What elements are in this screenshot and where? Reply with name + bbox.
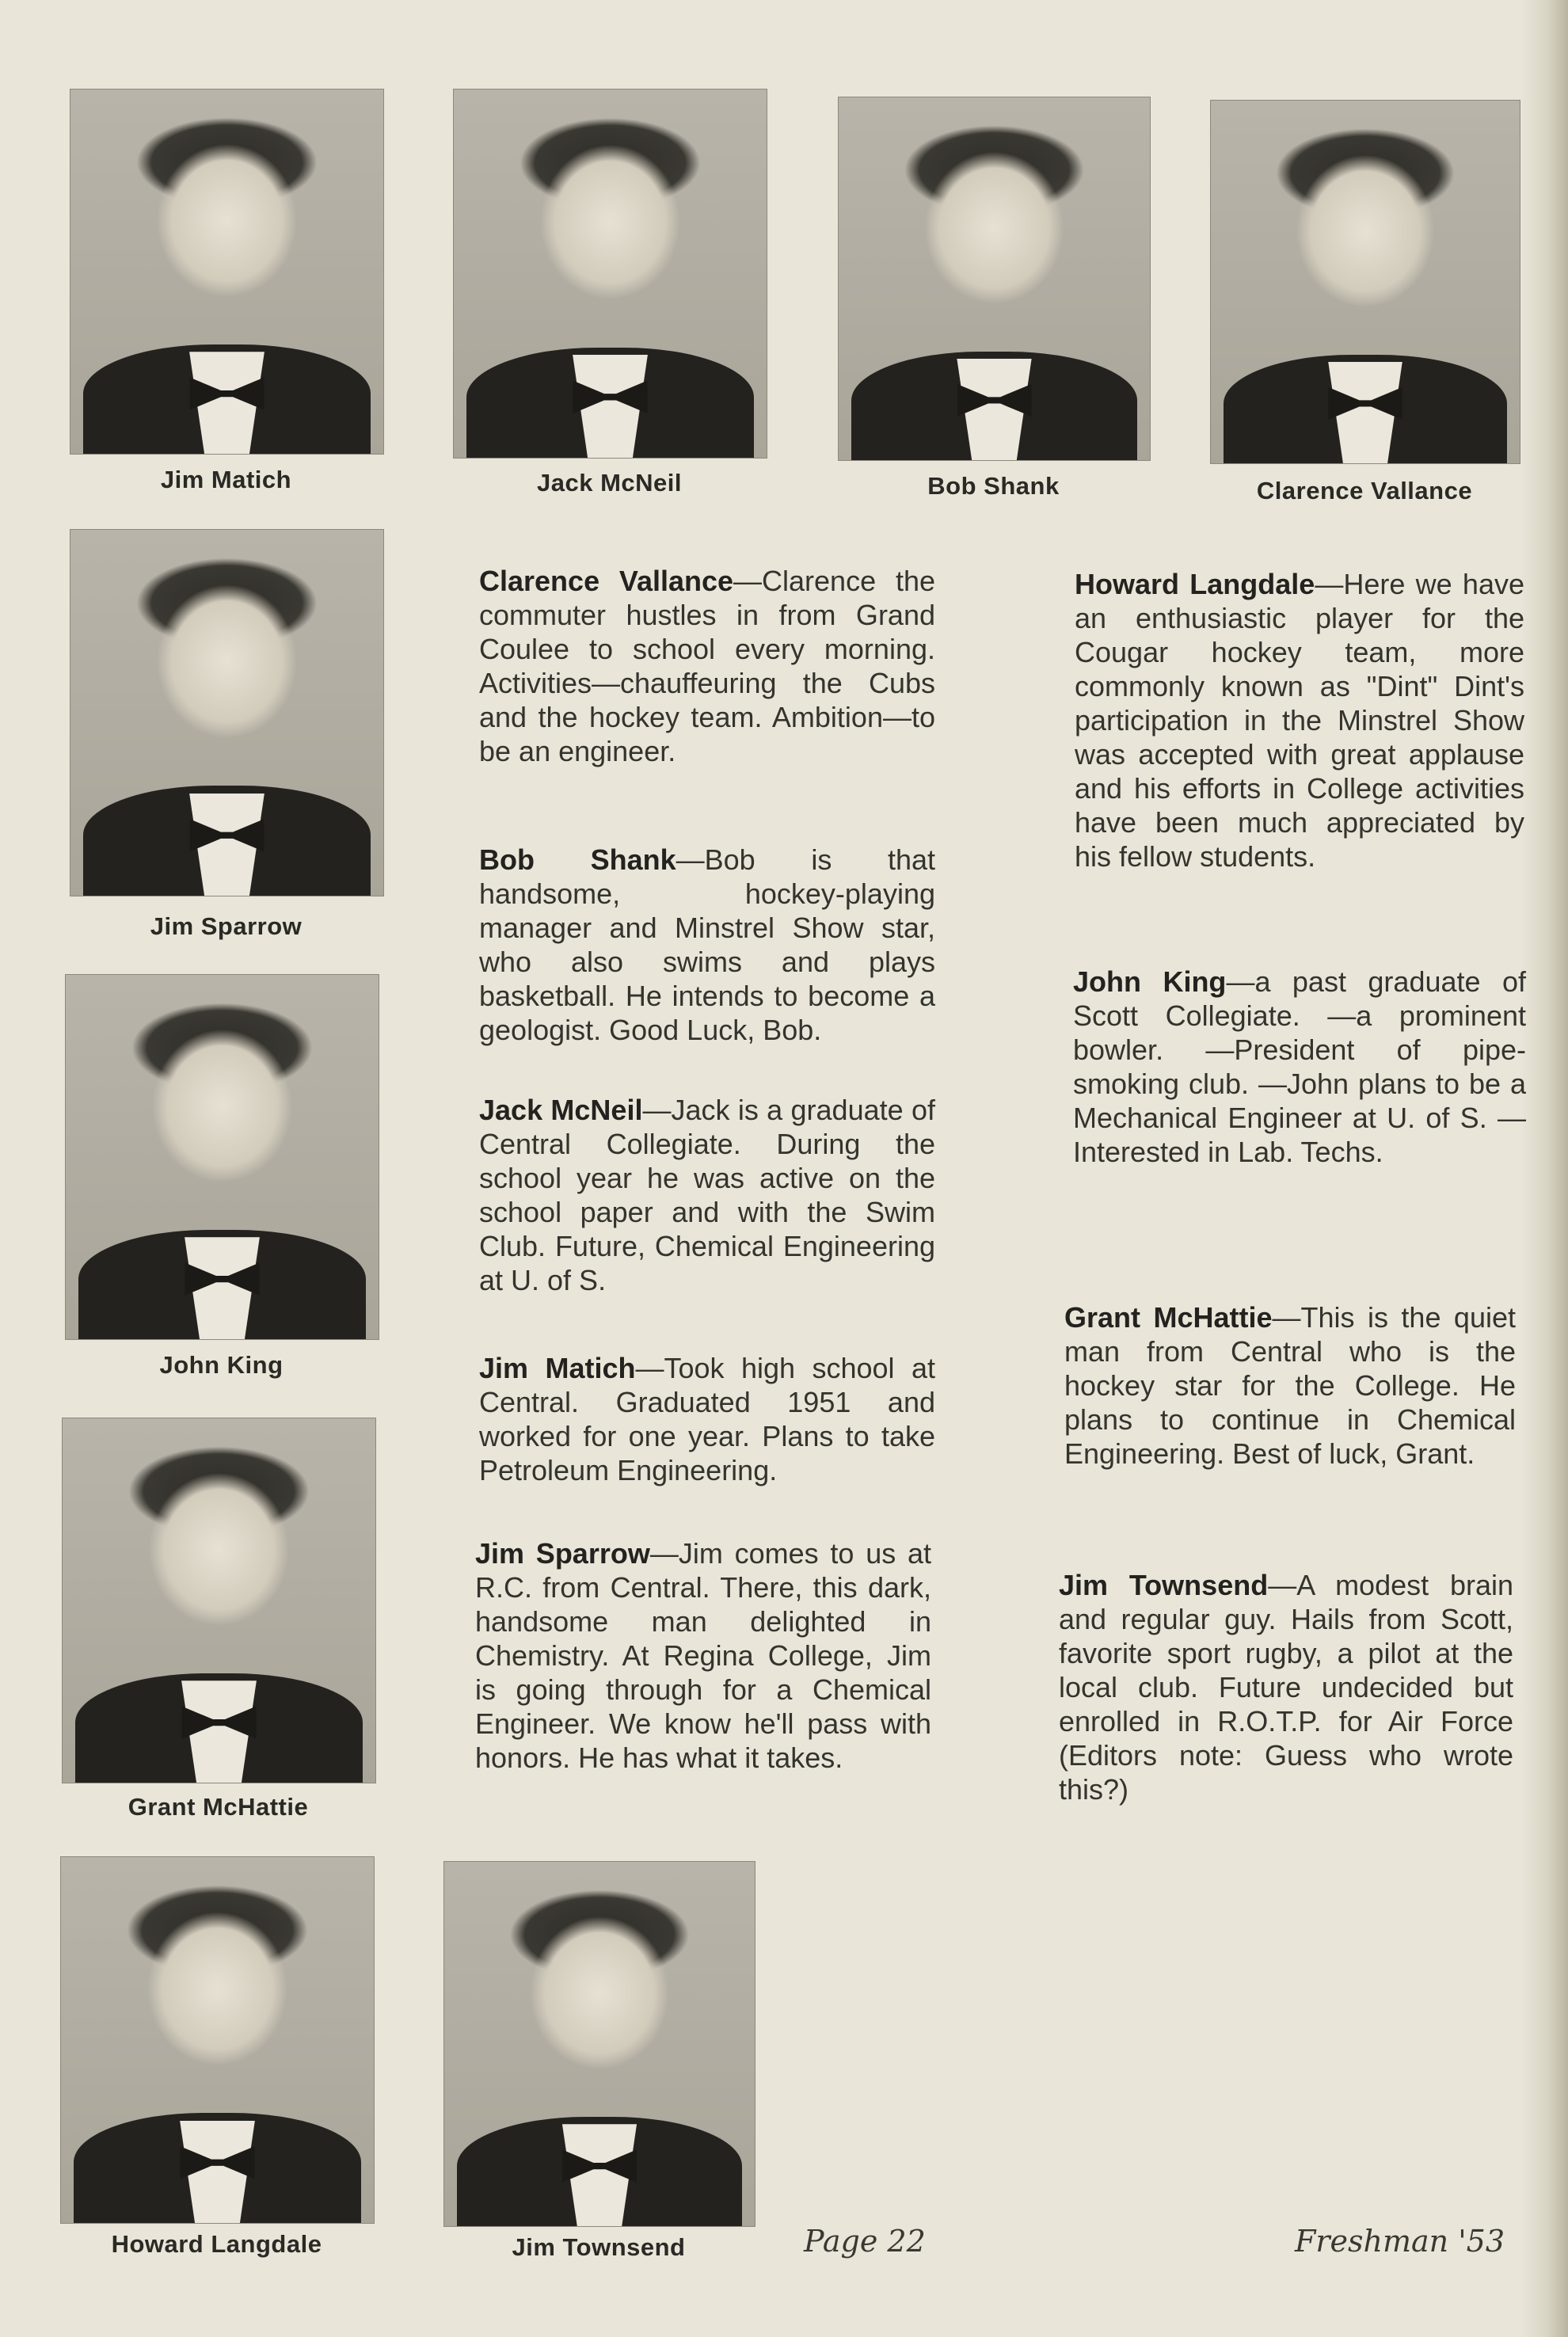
page-edge-shadow [1520, 0, 1568, 2337]
portrait-howard-langdale [60, 1856, 375, 2224]
bio-name: Jim Sparrow [475, 1537, 650, 1570]
bio-name: Bob Shank [479, 843, 676, 876]
bio-text: —Jack is a graduate of Central Collegiate. During the school year he was active on the school paper and with the Swim Club. Future, Chemical Engineering at U. of S. [479, 1094, 935, 1296]
page-number: Page 22 [804, 2224, 926, 2259]
portrait-jack-mcneil [453, 89, 767, 459]
bio-name: Jim Matich [479, 1352, 636, 1384]
portrait-bob-shank [838, 97, 1151, 461]
caption-jim-sparrow: Jim Sparrow [150, 912, 303, 940]
caption-jack-mcneil: Jack McNeil [537, 469, 682, 497]
bio-text: —A modest brain and regular guy. Hails from Scott, favorite sport rugby, a pilot at the local club. Future undecided but enrolled in R.O.T.P. for Air Force (Editors note: Guess who wrote this?) [1059, 1569, 1514, 1806]
bio-jim-matich [479, 1351, 935, 1487]
bio-clarence-vallance [479, 564, 935, 768]
bio-text: —Clarence the commuter hustles in from Grand Coulee to school every morning. Activities—chauffeuring the Cubs and the hockey team. Ambition—to be an engineer. [479, 565, 935, 767]
bio-name: Jack McNeil [479, 1094, 643, 1126]
caption-john-king: John King [159, 1351, 284, 1379]
caption-jim-townsend: Jim Townsend [512, 2233, 686, 2261]
bio-text: —Took high school at Central. Graduated 1951 and worked for one year. Plans to take Petroleum Engineering. [479, 1352, 935, 1486]
portrait-jim-townsend [443, 1861, 755, 2227]
bio-text: —Jim comes to us at R.C. from Central. There, this dark, handsome man delighted in Chemistry. At Regina College, Jim is going through for a Chemical Engineer. We know he'll pass with honors. He has what it takes. [475, 1537, 931, 1774]
caption-grant-mchattie: Grant McHattie [127, 1793, 309, 1821]
bio-bob-shank [479, 843, 935, 1047]
bio-name: Jim Townsend [1059, 1569, 1269, 1601]
portrait-grant-mchattie [62, 1418, 376, 1783]
bio-text: —a past graduate of Scott Collegiate. —a prominent bowler. —President of pipe-smoking club. —John plans to be a Mechanical Engineer at U. of S. —Interested in Lab. Techs. [1073, 965, 1526, 1168]
portrait-clarence-vallance [1210, 100, 1520, 464]
bio-text: —This is the quiet man from Central who is the hockey star for the College. He plans to continue in Chemical Engineering. Best of luck, Grant. [1064, 1301, 1516, 1470]
bio-text: —Bob is that handsome, hockey-playing manager and Minstrel Show star, who also swims and plays basketball. He intends to become a geologist. Good Luck, Bob. [479, 843, 935, 1046]
bio-name: Grant McHattie [1064, 1301, 1273, 1334]
bio-jim-townsend [1059, 1568, 1513, 1806]
caption-jim-matich: Jim Matich [160, 466, 292, 493]
bio-jim-sparrow [475, 1536, 931, 1775]
bio-name: Howard Langdale [1075, 568, 1315, 600]
portrait-john-king [65, 974, 379, 1340]
caption-clarence-vallance: Clarence Vallance [1256, 477, 1473, 504]
bio-howard-langdale [1075, 567, 1524, 874]
bio-name: Clarence Vallance [479, 565, 734, 597]
caption-bob-shank: Bob Shank [927, 472, 1060, 500]
bio-grant-mchattie [1064, 1300, 1516, 1471]
portrait-jim-sparrow [70, 529, 384, 896]
portrait-jim-matich [70, 89, 384, 455]
book-title: Freshman '53 [1295, 2224, 1505, 2259]
bio-john-king [1073, 965, 1526, 1169]
caption-howard-langdale: Howard Langdale [111, 2230, 322, 2258]
bio-name: John King [1073, 965, 1227, 998]
bio-text: —Here we have an enthusiastic player for the Cougar hockey team, more commonly known as "Dint" Dint's participation in the Minstrel Show was accepted with great applause and his efforts in College activities have been much appreciated by his fellow students. [1075, 568, 1524, 873]
bio-jack-mcneil [479, 1093, 935, 1297]
